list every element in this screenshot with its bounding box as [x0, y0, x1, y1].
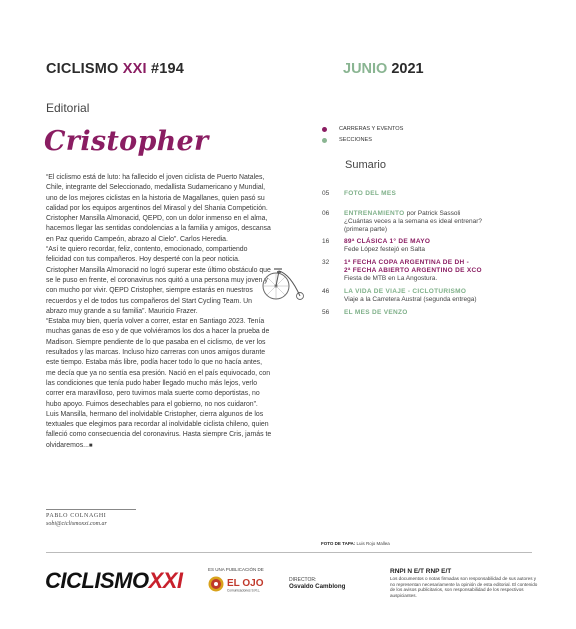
toc-title-wrap — [344, 210, 460, 217]
toc-byline: por Patrick Sassoli — [406, 210, 461, 217]
toc-title-line2: 2ª FECHA ABIERTO ARGENTINO DE XCO — [344, 267, 482, 274]
toc-subtitle: (primera parte) — [344, 226, 387, 233]
toc-title: EL MES DE VENZO — [344, 309, 408, 316]
legend-label: SECCIONES — [339, 137, 372, 143]
toc-page: 46 — [322, 288, 330, 295]
penny-farthing-bicycle-icon — [262, 262, 308, 306]
toc-title: 1ª FECHA COPA ARGENTINA DE DH - — [344, 259, 470, 266]
sections-dot-icon — [322, 138, 327, 143]
footer-divider — [46, 552, 532, 553]
toc-title: 89ª CLÁSICA 1° DE MAYO — [344, 238, 431, 245]
editorial-body — [46, 173, 272, 451]
publication-of-label: ES UNA PUBLICACIÓN DE — [208, 567, 264, 572]
rnpi-registration: RNPI N E/T RNP E/T — [390, 568, 452, 575]
magazine-name: CICLISMO — [46, 61, 119, 77]
cover-photo-credit — [321, 541, 390, 546]
summary-heading: Sumario — [345, 159, 386, 171]
closing-text: Luis Mansilla, hermano del inolvidable Cristopher, cierra algunos de los textuales que elegimos para recordar al inolvidable ciclista chileno, quien falleció como consecuencia del coronavirus. Hasta siempre Cris, jamás te olvidaremos... — [46, 410, 272, 449]
signature-divider — [46, 509, 136, 510]
issue-year: 2021 — [391, 61, 424, 77]
issue-month: JUNIO — [343, 61, 388, 77]
toc-page: 16 — [322, 238, 330, 245]
toc-subtitle: ¿Cuántas veces a la semana es ideal entrenar? — [344, 218, 483, 225]
el-ojo-logo — [208, 574, 270, 594]
toc-page: 56 — [322, 309, 330, 316]
toc-subtitle: Viaje a la Carretera Austral (segunda entrega) — [344, 296, 477, 303]
body-paragraph: “El ciclismo está de luto: ha fallecido el joven ciclista de Puerto Natales, Chile, integrante del Seleccionado, medallista Sudamericano y Mundial, uno de los mejores ciclistas en la historia de Magallanes, quien pasó su calidad por los equipos argentinos del Mirasol y del Shania Competición. Cristopher Mansilla Almonacid, QEPD, con un dolor inmenso en el alma, hacemos llegar las sentidas condolencias a la familia y amigos, descansa en Paz querido Campeón, abrazo al Cielo”. Carlos Heredia. — [46, 174, 271, 243]
toc-subtitle: Fede López festejó en Salta — [344, 246, 425, 253]
cover-credit-label: FOTO DE TAPA: — [321, 541, 356, 546]
legend-label: CARRERAS Y EVENTOS — [339, 126, 404, 132]
toc-subtitle: Fiesta de MTB en La Angostura. — [344, 275, 438, 282]
author-name: PABLO COLNAGHI — [46, 513, 107, 519]
body-paragraph — [46, 410, 272, 451]
events-dot-icon — [322, 127, 327, 132]
director-name: Osvaldo Camblong — [289, 583, 346, 590]
logo-text: CICLISMO — [45, 568, 149, 593]
toc-page: 06 — [322, 210, 330, 217]
section-label: Editorial — [46, 101, 90, 115]
ciclismo-xxi-logo — [45, 570, 183, 592]
toc-page: 05 — [322, 190, 330, 197]
body-paragraph: “Así te quiero recordar, feliz, contento, emocionado, compartiendo felicidad con tus compañeros. Hoy desperté con la peor noticia. Cristopher Mansilla Almonacid no logró superar este último obstáculo que se le puso en frente, el coronavirus nos quitó a una persona muy joven y con mucho por vivir. QEPD Cristopher, siempre estarás en nuestros recuerdos y el de todos tus compañeros del Start Cycling Team. Un abrazo muy grande a su familia”. Mauricio Frazer. — [46, 246, 271, 315]
logo-text-xxi: XXI — [148, 568, 183, 593]
director-label: DIRECTOR: — [289, 577, 317, 583]
legend-item-events — [322, 126, 403, 132]
issue-number: #194 — [150, 61, 185, 77]
disclaimer-text: Los documentos o notas firmadas son responsabilidad de sus autores y no representan necesariamente la opinión de esta editorial. El contenido de los avisos publicitarios, son responsabilidad de los respectivos auspiciantes. — [390, 576, 538, 598]
author-email[interactable]: sobi@ciclismoxxi.com.ar — [46, 521, 107, 527]
toc-title: ENTRENAMIENTO — [344, 210, 405, 217]
editorial-title: Cristopher — [44, 126, 209, 157]
toc-page: 32 — [322, 259, 330, 266]
issue-date — [343, 61, 424, 77]
cover-credit-name: Luis Rojo Mallea — [356, 541, 390, 546]
toc-title: FOTO DEL MES — [344, 190, 397, 197]
body-paragraph: “Estaba muy bien, quería volver a correr, estar en Santiago 2023. Tenía muchas ganas de eso y de que volviéramos los dos a hacer la prueba de Madison. Siempre pendiente de lo que pasaba en el ciclismo, de ver los resultados y las marcas. Incluso hizo carreras con unos amigos durante este tiempo. Estaba más libre, podía hacer todo lo que no hacía antes, me decía que ya no sentía esa presión. Nació en el país equivocado, con las condiciones que tenía pudo haber llegado mucho más lejos, verlo correr era maravilloso, pero tuvimos mala suerte como deportistas, no hubo apoyo. Fuimos desechables para el gobierno, no nos cuidaron”. — [46, 318, 271, 408]
magazine-issue-header — [46, 61, 184, 77]
end-mark: ■ — [88, 442, 93, 449]
toc-title: LA VIDA DE VIAJE - CICLOTURISMO — [344, 288, 467, 295]
magazine-name-xxi: XXI — [122, 61, 147, 77]
publisher-sub: Comunicaciones S.R.L. — [227, 588, 261, 593]
legend-item-sections — [322, 137, 372, 143]
publisher-name: EL OJO — [227, 578, 264, 589]
